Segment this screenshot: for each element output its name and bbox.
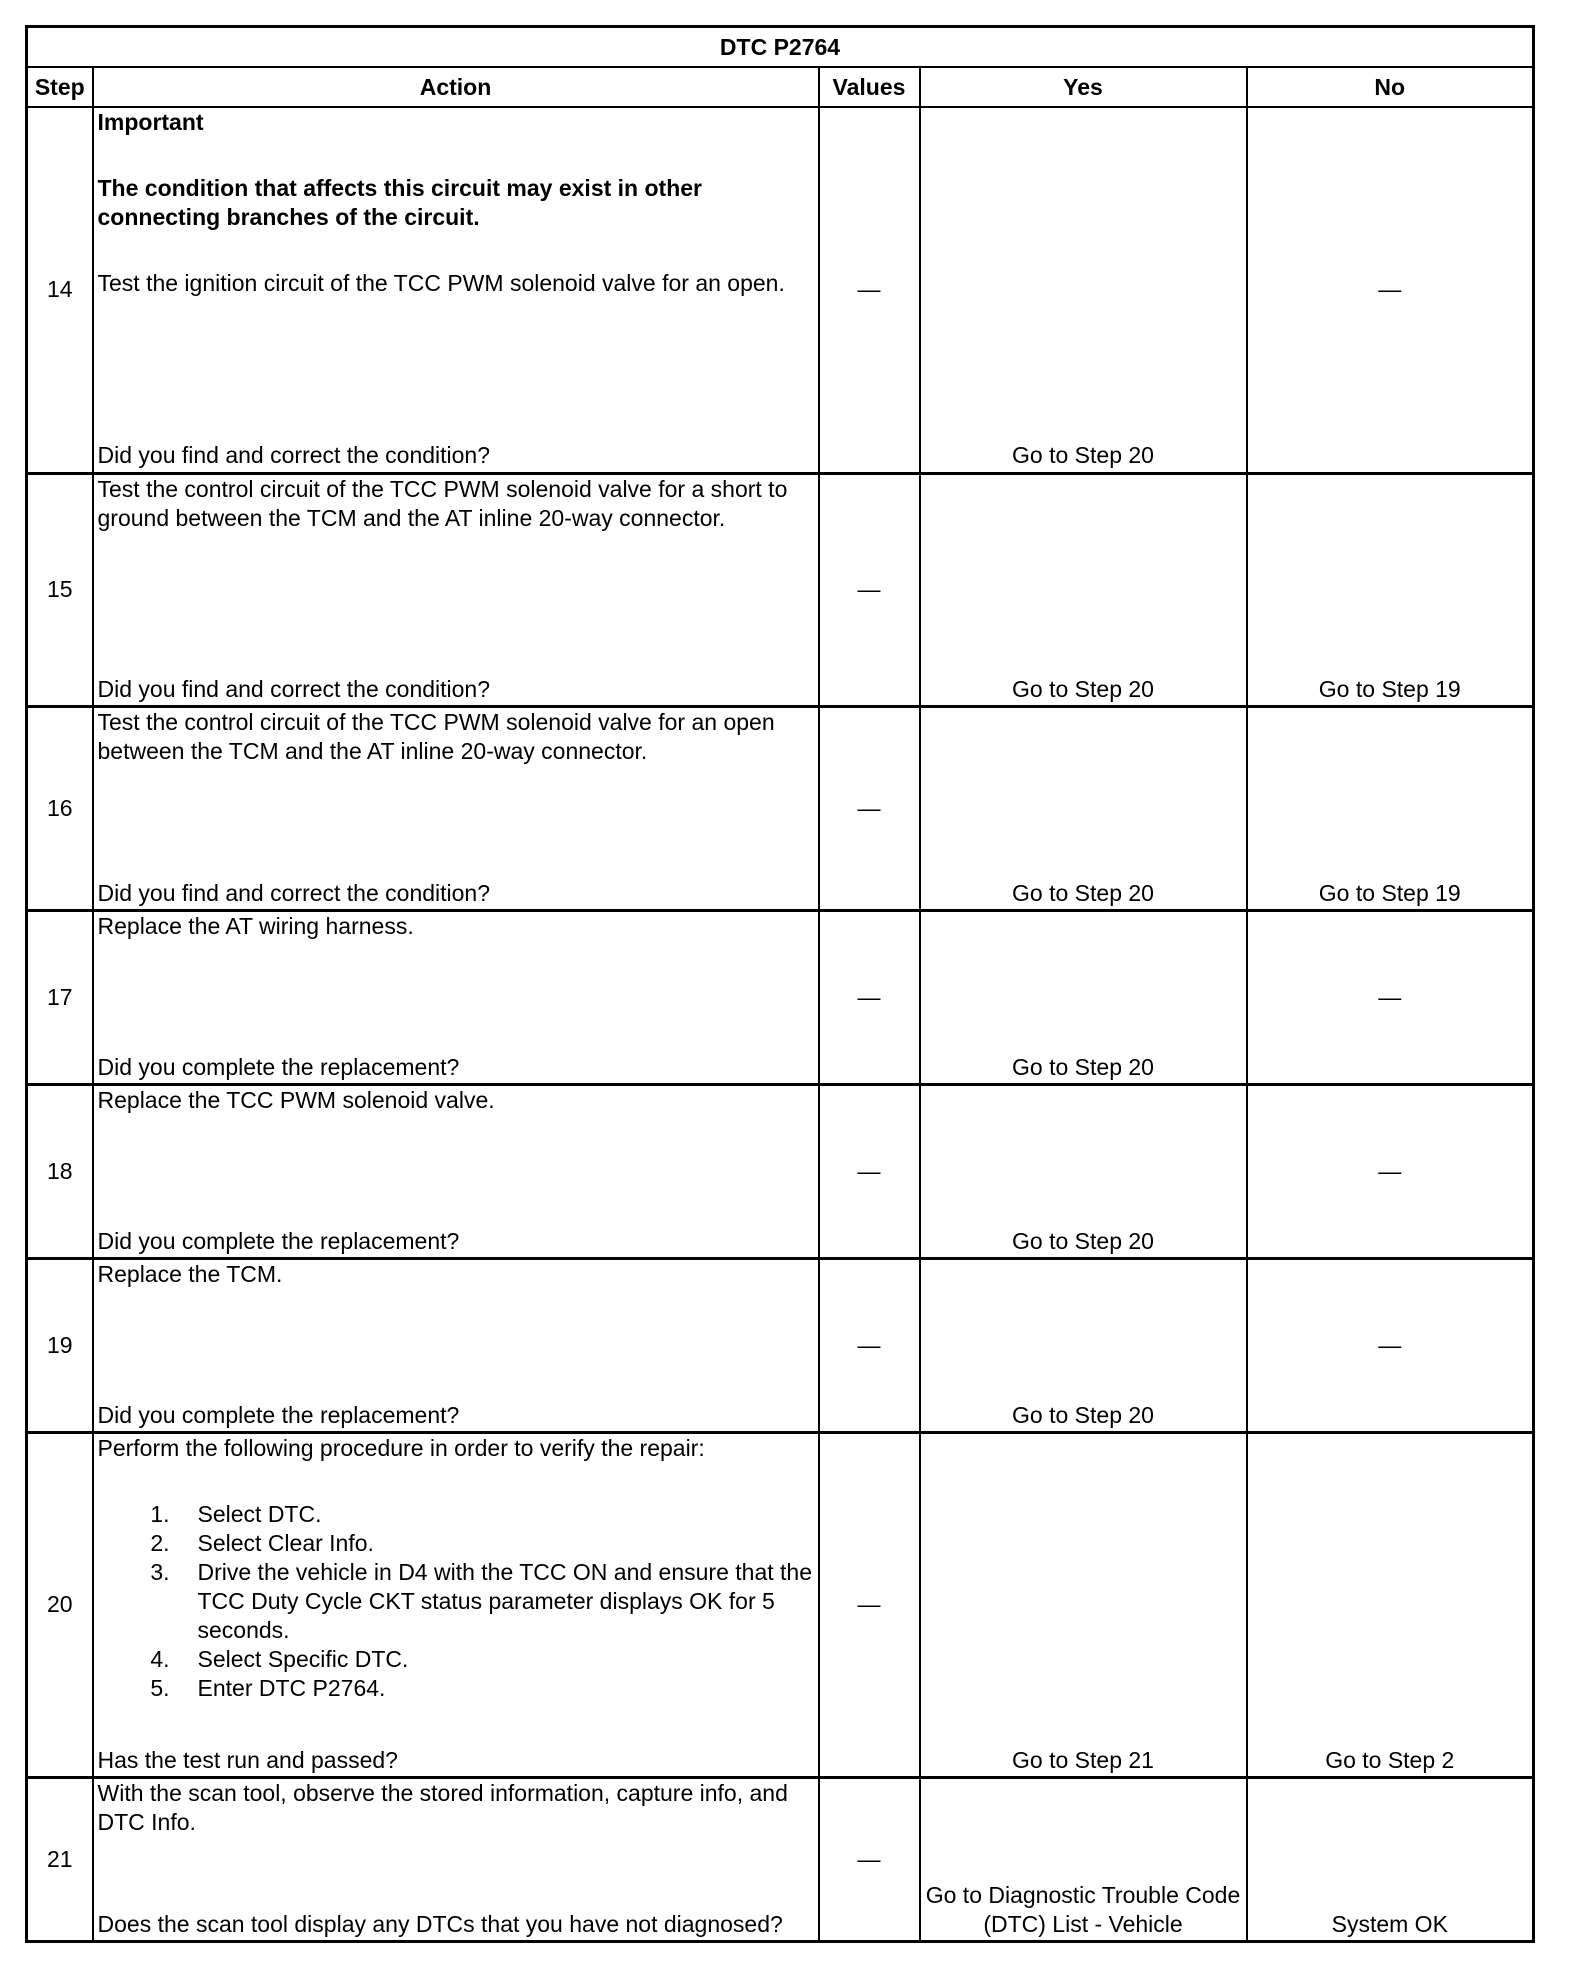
yes-answer: Go to Step 20 xyxy=(1012,675,1154,702)
no-answer: Go to Step 19 xyxy=(1318,675,1461,702)
table-title: DTC P2764 xyxy=(27,27,1534,68)
table-row-step-19 xyxy=(27,1258,1534,1432)
yes-answer: Go to Step 21 xyxy=(1012,1746,1154,1773)
action-question: Did you complete the replacement? xyxy=(97,1053,460,1080)
action-text: Replace the TCC PWM solenoid valve. xyxy=(97,1086,495,1113)
action-question: Did you complete the replacement? xyxy=(97,1401,460,1428)
procedure-item: 4. Select Specific DTC. xyxy=(150,1645,409,1672)
yes-cell xyxy=(920,1777,1247,1941)
no-cell: — xyxy=(1247,1258,1534,1432)
table-row-step-14 xyxy=(27,107,1534,473)
values-cell: — xyxy=(819,1432,920,1777)
action-cell xyxy=(93,1084,819,1258)
yes-cell xyxy=(920,1258,1247,1432)
step-number: 17 xyxy=(27,910,93,1084)
header-values: Values xyxy=(819,67,920,107)
action-text: Perform the following procedure in order to verify the repair: xyxy=(97,1434,705,1461)
action-cell xyxy=(93,910,819,1084)
values-cell: — xyxy=(819,1084,920,1258)
values-cell: — xyxy=(819,706,920,910)
table-row-step-21 xyxy=(27,1777,1534,1941)
yes-cell xyxy=(920,706,1247,910)
step-number: 18 xyxy=(27,1084,93,1258)
procedure-item: 2. Select Clear Info. xyxy=(150,1529,374,1556)
action-cell xyxy=(93,1432,819,1777)
yes-cell xyxy=(920,107,1247,473)
table-row-step-16 xyxy=(27,706,1534,910)
action-cell xyxy=(93,1258,819,1432)
action-text: Replace the AT wiring harness. xyxy=(97,912,414,939)
header-action: Action xyxy=(93,67,819,107)
dtc-diagnostic-table xyxy=(25,25,1535,1943)
no-cell xyxy=(1247,1432,1534,1777)
action-question: Did you find and correct the condition? xyxy=(97,442,491,468)
values-cell: — xyxy=(819,473,920,706)
step-number: 16 xyxy=(27,706,93,910)
yes-cell xyxy=(920,1432,1247,1777)
no-cell xyxy=(1247,706,1534,910)
action-text: Test the control circuit of the TCC PWM solenoid valve for a short to ground between the TCM and the AT inline 20-way connector. xyxy=(97,475,788,531)
no-cell xyxy=(1247,473,1534,706)
action-question: Has the test run and passed? xyxy=(97,1746,398,1773)
procedure-item: 1. Select DTC. xyxy=(150,1500,322,1527)
no-answer: Go to Step 19 xyxy=(1318,879,1461,906)
procedure-item: 3. Drive the vehicle in D4 with the TCC ON and ensure that the TCC Duty Cycle CKT status parameter displays OK for 5 seconds. xyxy=(150,1558,812,1643)
table-row-step-15 xyxy=(27,473,1534,706)
yes-cell xyxy=(920,1084,1247,1258)
yes-answer: Go to Step 20 xyxy=(1012,442,1154,468)
procedure-list xyxy=(98,1500,814,1703)
procedure-item: 5. Enter DTC P2764. xyxy=(150,1674,386,1701)
yes-cell xyxy=(920,910,1247,1084)
values-cell: — xyxy=(819,1777,920,1941)
step-number: 19 xyxy=(27,1258,93,1432)
action-cell xyxy=(93,1777,819,1941)
action-text: Test the ignition circuit of the TCC PWM solenoid valve for an open. xyxy=(97,270,785,296)
yes-answer: Go to Step 20 xyxy=(1012,1227,1154,1254)
yes-answer: Go to Step 20 xyxy=(1012,879,1154,906)
yes-cell xyxy=(920,473,1247,706)
yes-answer: Go to Step 20 xyxy=(1012,1401,1154,1428)
table-row-step-17 xyxy=(27,910,1534,1084)
no-cell: — xyxy=(1247,1084,1534,1258)
yes-answer: Go to Diagnostic Trouble Code (DTC) List - Vehicle xyxy=(925,1881,1241,1937)
values-cell: — xyxy=(819,107,920,473)
action-text: Replace the TCM. xyxy=(97,1260,283,1287)
header-yes: Yes xyxy=(920,67,1247,107)
step-number: 20 xyxy=(27,1432,93,1777)
step-number: 15 xyxy=(27,473,93,706)
action-question: Did you find and correct the condition? xyxy=(97,879,491,906)
values-cell: — xyxy=(819,910,920,1084)
no-answer: System OK xyxy=(1331,1910,1448,1937)
no-cell xyxy=(1247,1777,1534,1941)
important-note: The condition that affects this circuit may exist in other connecting branches of the circuit. xyxy=(97,175,702,230)
table-row-step-18 xyxy=(27,1084,1534,1258)
values-cell: — xyxy=(819,1258,920,1432)
action-question: Did you find and correct the condition? xyxy=(97,675,491,702)
step-number: 14 xyxy=(27,107,93,473)
no-cell: — xyxy=(1247,910,1534,1084)
important-label: Important xyxy=(97,109,204,135)
action-cell xyxy=(93,107,819,473)
diagnostic-table-sheet xyxy=(25,25,1532,1943)
action-question: Does the scan tool display any DTCs that you have not diagnosed? xyxy=(97,1910,783,1937)
action-cell xyxy=(93,706,819,910)
action-text: Test the control circuit of the TCC PWM solenoid valve for an open between the TCM and the AT inline 20-way connector. xyxy=(97,708,775,764)
yes-answer: Go to Step 20 xyxy=(1012,1053,1154,1080)
table-row-step-20 xyxy=(27,1432,1534,1777)
action-cell xyxy=(93,473,819,706)
header-step: Step xyxy=(27,67,93,107)
no-answer: Go to Step 2 xyxy=(1325,1746,1455,1773)
action-text: With the scan tool, observe the stored information, capture info, and DTC Info. xyxy=(97,1779,788,1835)
header-no: No xyxy=(1247,67,1534,107)
no-cell: — xyxy=(1247,107,1534,473)
step-number: 21 xyxy=(27,1777,93,1941)
action-question: Did you complete the replacement? xyxy=(97,1227,460,1254)
